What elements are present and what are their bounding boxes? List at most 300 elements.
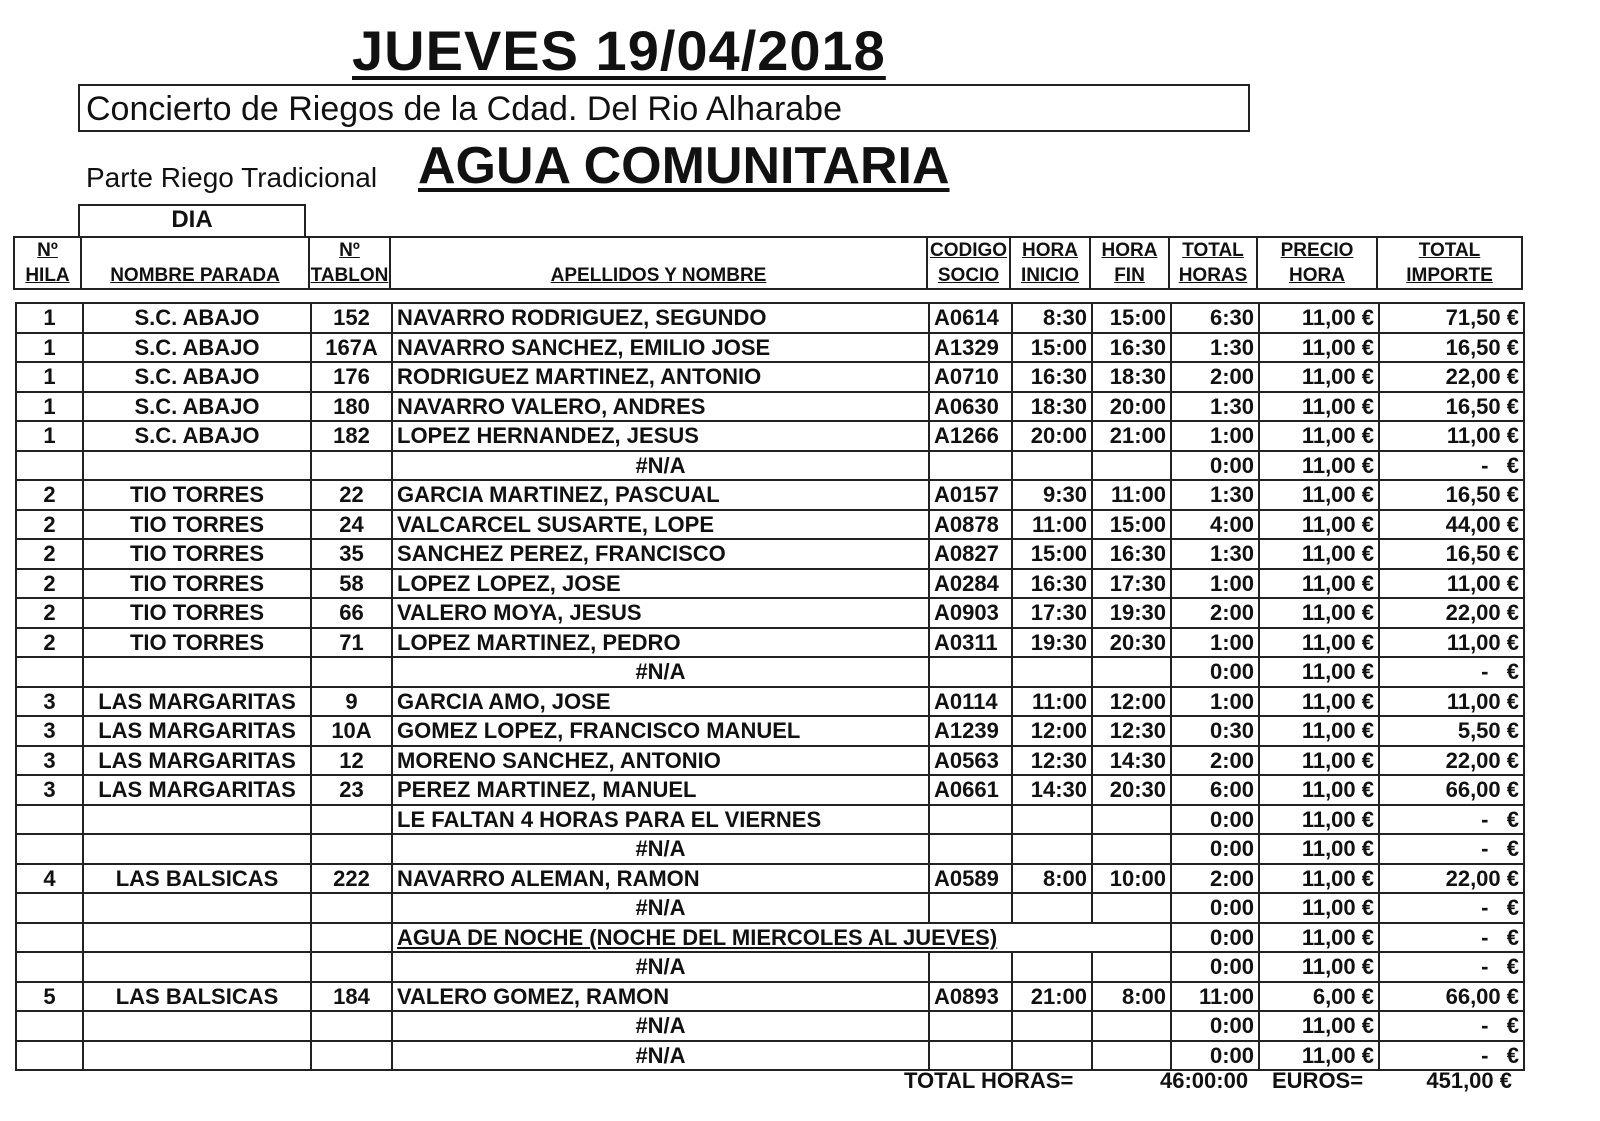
- header-codigo: CODIGO SOCIO: [927, 237, 1010, 289]
- cell-total-horas: 2:00: [1171, 864, 1259, 894]
- cell-nombre: NAVARRO VALERO, ANDRES: [392, 392, 929, 422]
- cell-hora-fin: 17:30: [1092, 569, 1171, 599]
- cell-tablon: 184: [311, 982, 392, 1012]
- cell-total-horas: 0:00: [1171, 657, 1259, 687]
- cell-nombre: GOMEZ LOPEZ, FRANCISCO MANUEL: [392, 716, 929, 746]
- cell-hora-fin: 14:30: [1092, 746, 1171, 776]
- cell-parada: TIO TORRES: [83, 569, 311, 599]
- cell-tablon: 152: [311, 303, 392, 333]
- cell-nombre: MORENO SANCHEZ, ANTONIO: [392, 746, 929, 776]
- cell-hila: 4: [16, 864, 83, 894]
- cell-hora-inicio: 14:30: [1012, 775, 1092, 805]
- cell-parada: LAS BALSICAS: [83, 982, 311, 1012]
- cell-codigo: A0827: [929, 539, 1012, 569]
- cell-precio: 11,00 €: [1259, 598, 1379, 628]
- cell-codigo: A0563: [929, 746, 1012, 776]
- cell-total-horas: 6:00: [1171, 775, 1259, 805]
- cell-precio: 11,00 €: [1259, 716, 1379, 746]
- cell-nombre: NAVARRO ALEMAN, RAMON: [392, 864, 929, 894]
- cell-parada: [83, 952, 311, 982]
- cell-importe: - €: [1379, 834, 1524, 864]
- cell-importe: - €: [1379, 451, 1524, 481]
- cell-codigo: A0710: [929, 362, 1012, 392]
- cell-parada: [83, 834, 311, 864]
- cell-parada: LAS MARGARITAS: [83, 687, 311, 717]
- header-hora-fin: HORA FIN: [1090, 237, 1169, 289]
- table-row: [16, 952, 1524, 982]
- header-tablon: Nº TABLON: [309, 237, 390, 289]
- cell-tablon: 222: [311, 864, 392, 894]
- cell-tablon: [311, 1041, 392, 1071]
- cell-precio: 11,00 €: [1259, 805, 1379, 835]
- cell-precio: 11,00 €: [1259, 569, 1379, 599]
- cell-precio: 6,00 €: [1259, 982, 1379, 1012]
- cell-tablon: 35: [311, 539, 392, 569]
- cell-total-horas: 0:00: [1171, 1011, 1259, 1041]
- cell-nombre: NAVARRO SANCHEZ, EMILIO JOSE: [392, 333, 929, 363]
- cell-parada: TIO TORRES: [83, 628, 311, 658]
- cell-hora-fin: 8:00: [1092, 982, 1171, 1012]
- cell-hila: [16, 952, 83, 982]
- cell-hila: 3: [16, 716, 83, 746]
- cell-parada: [83, 893, 311, 923]
- cell-hila: 2: [16, 510, 83, 540]
- cell-codigo: A1239: [929, 716, 1012, 746]
- cell-importe: 11,00 €: [1379, 687, 1524, 717]
- cell-hora-inicio: 12:30: [1012, 746, 1092, 776]
- cell-hora-inicio: [1012, 657, 1092, 687]
- cell-hora-inicio: [1012, 893, 1092, 923]
- cell-total-horas: 0:00: [1171, 1041, 1259, 1071]
- cell-parada: TIO TORRES: [83, 480, 311, 510]
- cell-hora-inicio: [1012, 805, 1092, 835]
- cell-hora-fin: [1092, 834, 1171, 864]
- cell-precio: 11,00 €: [1259, 746, 1379, 776]
- cell-tablon: 24: [311, 510, 392, 540]
- table-row: [16, 775, 1524, 805]
- cell-precio: 11,00 €: [1259, 1011, 1379, 1041]
- cell-hora-fin: 15:00: [1092, 303, 1171, 333]
- cell-codigo: A0157: [929, 480, 1012, 510]
- cell-hila: 2: [16, 480, 83, 510]
- cell-hora-fin: 18:30: [1092, 362, 1171, 392]
- cell-hila: 1: [16, 362, 83, 392]
- cell-nombre: #N/A: [392, 893, 929, 923]
- cell-codigo: [929, 805, 1012, 835]
- cell-hila: 2: [16, 628, 83, 658]
- cell-nombre: #N/A: [392, 1041, 929, 1071]
- cell-nombre: NAVARRO RODRIGUEZ, SEGUNDO: [392, 303, 929, 333]
- table-row: [16, 716, 1524, 746]
- cell-parada: [83, 805, 311, 835]
- table-row: [16, 451, 1524, 481]
- cell-hora-fin: 19:30: [1092, 598, 1171, 628]
- cell-total-horas: 2:00: [1171, 746, 1259, 776]
- cell-parada: S.C. ABAJO: [83, 362, 311, 392]
- cell-precio: 11,00 €: [1259, 952, 1379, 982]
- cell-hora-inicio: 21:00: [1012, 982, 1092, 1012]
- cell-parada: TIO TORRES: [83, 539, 311, 569]
- cell-precio: 11,00 €: [1259, 421, 1379, 451]
- cell-tablon: 180: [311, 392, 392, 422]
- agua-label: AGUA COMUNITARIA: [418, 137, 950, 195]
- cell-codigo: A0661: [929, 775, 1012, 805]
- table-row: [16, 510, 1524, 540]
- cell-total-horas: 0:00: [1171, 451, 1259, 481]
- cell-hora-fin: 12:00: [1092, 687, 1171, 717]
- cell-total-horas: 1:00: [1171, 569, 1259, 599]
- cell-tablon: [311, 805, 392, 835]
- cell-parada: [83, 1011, 311, 1041]
- cell-hila: [16, 1011, 83, 1041]
- cell-precio: 11,00 €: [1259, 923, 1379, 953]
- cell-total-horas: 4:00: [1171, 510, 1259, 540]
- cell-nombre: #N/A: [392, 1011, 929, 1041]
- page-title: JUEVES 19/04/2018: [352, 19, 886, 82]
- cell-hila: 2: [16, 569, 83, 599]
- cell-precio: 11,00 €: [1259, 392, 1379, 422]
- cell-nombre: LE FALTAN 4 HORAS PARA EL VIERNES: [392, 805, 929, 835]
- cell-hora-fin: [1092, 1011, 1171, 1041]
- table-row: [16, 834, 1524, 864]
- cell-tablon: [311, 952, 392, 982]
- cell-importe: 22,00 €: [1379, 746, 1524, 776]
- header-importe: TOTAL IMPORTE: [1377, 237, 1522, 289]
- cell-codigo: A0878: [929, 510, 1012, 540]
- cell-hila: 5: [16, 982, 83, 1012]
- euros-value: 451,00 €: [1426, 1068, 1512, 1093]
- cell-hila: [16, 923, 83, 953]
- cell-hora-inicio: 8:00: [1012, 864, 1092, 894]
- cell-tablon: 66: [311, 598, 392, 628]
- cell-parada: [83, 451, 311, 481]
- cell-total-horas: 0:00: [1171, 805, 1259, 835]
- cell-parada: S.C. ABAJO: [83, 333, 311, 363]
- cell-codigo: A1329: [929, 333, 1012, 363]
- cell-hora-inicio: 9:30: [1012, 480, 1092, 510]
- cell-hila: 1: [16, 303, 83, 333]
- cell-hora-inicio: 17:30: [1012, 598, 1092, 628]
- cell-hora-fin: 20:30: [1092, 775, 1171, 805]
- cell-tablon: [311, 657, 392, 687]
- cell-nombre: VALERO GOMEZ, RAMON: [392, 982, 929, 1012]
- table-row: [16, 539, 1524, 569]
- cell-nombre: PEREZ MARTINEZ, MANUEL: [392, 775, 929, 805]
- cell-importe: - €: [1379, 657, 1524, 687]
- cell-importe: 16,50 €: [1379, 333, 1524, 363]
- cell-hila: [16, 893, 83, 923]
- cell-hora-inicio: 18:30: [1012, 392, 1092, 422]
- cell-tablon: [311, 923, 392, 953]
- cell-importe: 71,50 €: [1379, 303, 1524, 333]
- table-row: [16, 569, 1524, 599]
- cell-importe: 66,00 €: [1379, 982, 1524, 1012]
- table-row: [16, 657, 1524, 687]
- subtitle: Concierto de Riegos de la Cdad. Del Rio Alharabe: [86, 90, 843, 128]
- table-row: [16, 333, 1524, 363]
- cell-total-horas: 0:00: [1171, 893, 1259, 923]
- cell-nombre: LOPEZ LOPEZ, JOSE: [392, 569, 929, 599]
- euros-label: EUROS=: [1272, 1068, 1364, 1093]
- cell-importe: 16,50 €: [1379, 539, 1524, 569]
- table-row: [16, 893, 1524, 923]
- cell-codigo: A0114: [929, 687, 1012, 717]
- cell-precio: 11,00 €: [1259, 893, 1379, 923]
- cell-codigo: A0589: [929, 864, 1012, 894]
- cell-hora-inicio: 11:00: [1012, 687, 1092, 717]
- cell-importe: 66,00 €: [1379, 775, 1524, 805]
- cell-total-horas: 0:00: [1171, 952, 1259, 982]
- cell-importe: 11,00 €: [1379, 628, 1524, 658]
- cell-precio: 11,00 €: [1259, 775, 1379, 805]
- cell-hora-fin: 16:30: [1092, 333, 1171, 363]
- cell-hora-inicio: 12:00: [1012, 716, 1092, 746]
- cell-importe: 16,50 €: [1379, 480, 1524, 510]
- cell-hila: 3: [16, 775, 83, 805]
- table-row: [16, 746, 1524, 776]
- cell-hora-inicio: 20:00: [1012, 421, 1092, 451]
- header-hila: Nº HILA: [14, 237, 81, 289]
- table-row: [16, 864, 1524, 894]
- cell-tablon: 12: [311, 746, 392, 776]
- cell-hila: [16, 1041, 83, 1071]
- cell-hila: 3: [16, 687, 83, 717]
- cell-nombre: GARCIA MARTINEZ, PASCUAL: [392, 480, 929, 510]
- cell-total-horas: 1:30: [1171, 333, 1259, 363]
- cell-total-horas: 1:00: [1171, 628, 1259, 658]
- total-horas-value: 46:00:00: [1160, 1068, 1249, 1093]
- cell-hila: 2: [16, 598, 83, 628]
- cell-total-horas: 1:30: [1171, 480, 1259, 510]
- cell-hila: 2: [16, 539, 83, 569]
- cell-hila: [16, 805, 83, 835]
- cell-tablon: [311, 834, 392, 864]
- header-precio: PRECIO HORA: [1257, 237, 1377, 289]
- cell-hora-fin: 21:00: [1092, 421, 1171, 451]
- cell-hora-fin: 16:30: [1092, 539, 1171, 569]
- table-row: [16, 392, 1524, 422]
- cell-importe: 44,00 €: [1379, 510, 1524, 540]
- cell-hila: 1: [16, 421, 83, 451]
- table-row: [16, 362, 1524, 392]
- cell-total-horas: 1:00: [1171, 421, 1259, 451]
- cell-codigo: [929, 451, 1012, 481]
- cell-parada: TIO TORRES: [83, 510, 311, 540]
- cell-codigo: [929, 1041, 1012, 1071]
- cell-nombre: LOPEZ MARTINEZ, PEDRO: [392, 628, 929, 658]
- cell-parada: [83, 1041, 311, 1071]
- cell-precio: 11,00 €: [1259, 333, 1379, 363]
- cell-parada: S.C. ABAJO: [83, 303, 311, 333]
- header-total-horas: TOTAL HORAS: [1169, 237, 1257, 289]
- cell-tablon: 9: [311, 687, 392, 717]
- cell-hora-inicio: 15:00: [1012, 333, 1092, 363]
- cell-tablon: 22: [311, 480, 392, 510]
- dia-label: DIA: [171, 206, 213, 233]
- cell-parada: [83, 657, 311, 687]
- cell-nombre: #N/A: [392, 451, 929, 481]
- cell-hora-inicio: 19:30: [1012, 628, 1092, 658]
- cell-hora-inicio: 15:00: [1012, 539, 1092, 569]
- riego-table: [15, 302, 1525, 1071]
- cell-nombre: AGUA DE NOCHE (NOCHE DEL MIERCOLES AL JUEVES): [392, 923, 1171, 953]
- cell-hora-inicio: 16:30: [1012, 569, 1092, 599]
- cell-codigo: A0614: [929, 303, 1012, 333]
- cell-tablon: 58: [311, 569, 392, 599]
- cell-nombre: RODRIGUEZ MARTINEZ, ANTONIO: [392, 362, 929, 392]
- cell-total-horas: 1:00: [1171, 687, 1259, 717]
- cell-nombre: #N/A: [392, 952, 929, 982]
- cell-hora-inicio: [1012, 952, 1092, 982]
- cell-precio: 11,00 €: [1259, 687, 1379, 717]
- cell-nombre: SANCHEZ PEREZ, FRANCISCO: [392, 539, 929, 569]
- cell-importe: 16,50 €: [1379, 392, 1524, 422]
- table-row: [16, 1011, 1524, 1041]
- cell-hora-inicio: [1012, 1011, 1092, 1041]
- cell-total-horas: 6:30: [1171, 303, 1259, 333]
- cell-precio: 11,00 €: [1259, 834, 1379, 864]
- cell-codigo: A0893: [929, 982, 1012, 1012]
- cell-precio: 11,00 €: [1259, 480, 1379, 510]
- table-row: [16, 628, 1524, 658]
- cell-nombre: GARCIA AMO, JOSE: [392, 687, 929, 717]
- header-parada: NOMBRE PARADA: [81, 237, 309, 289]
- cell-codigo: [929, 893, 1012, 923]
- cell-precio: 11,00 €: [1259, 539, 1379, 569]
- parte-label: Parte Riego Tradicional: [86, 162, 378, 193]
- cell-codigo: A0903: [929, 598, 1012, 628]
- cell-hora-inicio: 11:00: [1012, 510, 1092, 540]
- cell-hora-fin: 11:00: [1092, 480, 1171, 510]
- cell-total-horas: 0:00: [1171, 834, 1259, 864]
- cell-hora-inicio: [1012, 1041, 1092, 1071]
- cell-parada: LAS MARGARITAS: [83, 746, 311, 776]
- cell-nombre: VALERO MOYA, JESUS: [392, 598, 929, 628]
- cell-tablon: 182: [311, 421, 392, 451]
- cell-hora-fin: [1092, 952, 1171, 982]
- cell-importe: - €: [1379, 893, 1524, 923]
- cell-parada: LAS MARGARITAS: [83, 716, 311, 746]
- cell-precio: 11,00 €: [1259, 303, 1379, 333]
- table-row: [16, 805, 1524, 835]
- cell-tablon: 176: [311, 362, 392, 392]
- cell-hora-inicio: 16:30: [1012, 362, 1092, 392]
- table-row: [16, 303, 1524, 333]
- table-row: [16, 982, 1524, 1012]
- cell-hila: 3: [16, 746, 83, 776]
- cell-codigo: [929, 657, 1012, 687]
- cell-hora-fin: 10:00: [1092, 864, 1171, 894]
- cell-codigo: A0311: [929, 628, 1012, 658]
- cell-codigo: A0284: [929, 569, 1012, 599]
- cell-hora-fin: [1092, 805, 1171, 835]
- header-hora-inicio: HORA INICIO: [1010, 237, 1090, 289]
- cell-nombre: #N/A: [392, 834, 929, 864]
- cell-codigo: [929, 1011, 1012, 1041]
- cell-total-horas: 11:00: [1171, 982, 1259, 1012]
- cell-importe: - €: [1379, 923, 1524, 953]
- cell-tablon: 23: [311, 775, 392, 805]
- cell-total-horas: 1:30: [1171, 539, 1259, 569]
- cell-parada: LAS BALSICAS: [83, 864, 311, 894]
- cell-nombre: VALCARCEL SUSARTE, LOPE: [392, 510, 929, 540]
- cell-nombre: #N/A: [392, 657, 929, 687]
- table-row: [16, 598, 1524, 628]
- cell-importe: 22,00 €: [1379, 362, 1524, 392]
- cell-hora-fin: 20:00: [1092, 392, 1171, 422]
- cell-precio: 11,00 €: [1259, 1041, 1379, 1071]
- cell-nombre: LOPEZ HERNANDEZ, JESUS: [392, 421, 929, 451]
- table-row: [16, 1041, 1524, 1071]
- table-row: [16, 687, 1524, 717]
- cell-codigo: A1266: [929, 421, 1012, 451]
- cell-hora-fin: 20:30: [1092, 628, 1171, 658]
- table-row: [16, 480, 1524, 510]
- cell-codigo: [929, 834, 1012, 864]
- cell-importe: - €: [1379, 1041, 1524, 1071]
- cell-importe: - €: [1379, 805, 1524, 835]
- cell-total-horas: 0:00: [1171, 923, 1259, 953]
- cell-precio: 11,00 €: [1259, 864, 1379, 894]
- cell-importe: 22,00 €: [1379, 598, 1524, 628]
- cell-total-horas: 1:30: [1171, 392, 1259, 422]
- cell-hora-inicio: [1012, 834, 1092, 864]
- cell-total-horas: 2:00: [1171, 598, 1259, 628]
- cell-parada: TIO TORRES: [83, 598, 311, 628]
- cell-tablon: 167A: [311, 333, 392, 363]
- cell-importe: - €: [1379, 952, 1524, 982]
- cell-hora-inicio: 8:30: [1012, 303, 1092, 333]
- table-row: [16, 421, 1524, 451]
- cell-importe: 22,00 €: [1379, 864, 1524, 894]
- cell-hora-fin: [1092, 1041, 1171, 1071]
- cell-hila: 1: [16, 333, 83, 363]
- table-row: [16, 923, 1524, 953]
- cell-importe: 11,00 €: [1379, 569, 1524, 599]
- cell-total-horas: 2:00: [1171, 362, 1259, 392]
- cell-codigo: [929, 952, 1012, 982]
- cell-hora-fin: [1092, 451, 1171, 481]
- cell-hora-inicio: [1012, 451, 1092, 481]
- cell-hila: [16, 834, 83, 864]
- cell-hila: [16, 657, 83, 687]
- cell-tablon: [311, 1011, 392, 1041]
- cell-tablon: 71: [311, 628, 392, 658]
- header-nombre: APELLIDOS Y NOMBRE: [390, 237, 927, 289]
- cell-precio: 11,00 €: [1259, 510, 1379, 540]
- cell-precio: 11,00 €: [1259, 362, 1379, 392]
- cell-importe: - €: [1379, 1011, 1524, 1041]
- cell-importe: 11,00 €: [1379, 421, 1524, 451]
- cell-hila: [16, 451, 83, 481]
- cell-parada: [83, 923, 311, 953]
- cell-tablon: [311, 451, 392, 481]
- cell-hora-fin: [1092, 893, 1171, 923]
- header-table: [13, 236, 1523, 290]
- cell-hora-fin: 12:30: [1092, 716, 1171, 746]
- cell-codigo: A0630: [929, 392, 1012, 422]
- cell-hora-fin: 15:00: [1092, 510, 1171, 540]
- total-horas-label: TOTAL HORAS=: [904, 1068, 1074, 1093]
- cell-precio: 11,00 €: [1259, 628, 1379, 658]
- cell-tablon: 10A: [311, 716, 392, 746]
- cell-importe: 5,50 €: [1379, 716, 1524, 746]
- cell-parada: LAS MARGARITAS: [83, 775, 311, 805]
- cell-parada: S.C. ABAJO: [83, 392, 311, 422]
- cell-hila: 1: [16, 392, 83, 422]
- cell-tablon: [311, 893, 392, 923]
- cell-precio: 11,00 €: [1259, 657, 1379, 687]
